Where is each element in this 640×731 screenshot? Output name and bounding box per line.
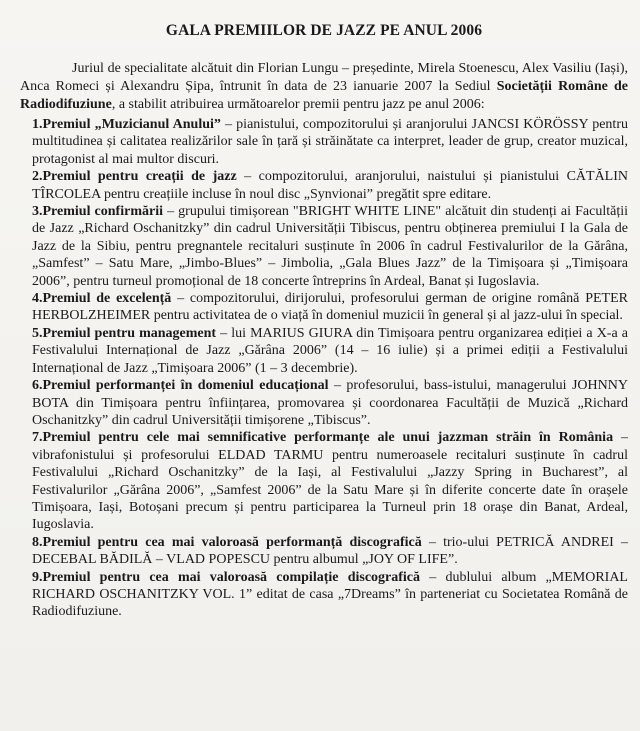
prize-item-7 <box>20 429 628 533</box>
prize-text: – vibrafonistului și profesorului ELDAD TARMU pentru numeroasele recitaluri susținute în cadrul Festivalului „Richard Oschanitzky” de la Iași, al Festivalului „Jazzy Spring in Bucharest”, al Festivalurilor „Gărâna 2006”, „Samfest 2006” de la Satu Mare și în diferite concerte date în orașele Timișoara, Iași, Botoșani precum și pentru participarea la Turneul prin 18 orașe din Banat, Ardeal, Iugoslavia. <box>32 430 628 533</box>
prize-heading: 9.Premiul pentru cea mai valoroasă compilație discografică <box>32 569 421 585</box>
prize-item-4 <box>20 290 628 325</box>
intro-bold-institution: Societății Române de Radiodifuziune <box>20 79 628 112</box>
page-title: GALA PREMIILOR DE JAZZ PE ANUL 2006 <box>165 22 483 39</box>
intro-text-2: , a stabilit atribuirea următoarelor premii pentru jazz pe anul 2006: <box>111 97 485 112</box>
prize-heading: 3.Premiul confirmării <box>32 204 163 220</box>
prize-heading: 8.Premiul pentru cea mai valoroasă performanță discografică <box>32 534 422 550</box>
prize-item-6 <box>20 377 628 429</box>
prize-text: – compozitorului, dirijorului, profesorului german de origine română PETER HERBOLZHEIMER pentru activitatea de o viață în domeniul muzicii în general și al jazz-ului în special. <box>32 291 628 324</box>
prize-item-8 <box>20 534 628 569</box>
prize-text: – compozitorului, aranjorului, naistului și pianistului CĂTĂLIN TÎRCOLEA pentru creațiile incluse în noul disc „Synvionai” pregătit spre editare. <box>32 169 629 202</box>
prize-heading: 7.Premiul pentru cele mai semnificative performanțe ale unui jazzman străin în România <box>32 430 614 446</box>
prize-item-1 <box>20 116 628 168</box>
prize-list <box>20 116 628 621</box>
prize-heading: 5.Premiul pentru management <box>32 325 217 341</box>
prize-text: – grupului timișorean "BRIGHT WHITE LINE" alcătuit din studenți ai Facultății de Jazz „Richard Oschanitzky” din cadrul Universității Tibiscus, pentru obținerea premiului I la Gala de Jazz de la Sibiu, pentru pregnantele recitaluri susținute în 2006 în cadrul Festivalurilor de la Gărâna, „Samfest” – Satu Mare, „Jimbo-Blues” – Jimbolia, „Gala Blues Jazz” de la Timișoara și „Timișoara 2006”, pentru turneul promoțional de 18 concerte întreprins în Ardeal, Banat și Iugoslavia. <box>32 204 628 289</box>
prize-text: – trio-ului PETRICĂ ANDREI – DECEBAL BĂDILĂ – VLAD POPESCU pentru albumul „JOY OF LIFE”. <box>32 534 628 568</box>
prize-heading: 4.Premiul de excelență <box>32 291 172 307</box>
prize-heading: 6.Premiul performanței în domeniul educațional <box>32 378 329 394</box>
intro-text-1: Juriul de specialitate alcătuit din Florian Lungu – președinte, Mirela Stoenescu, Alex Vasiliu (Iași), Anca Romeci și Alexandru Șipa, întrunit în data de 23 ianuarie 2007 la Sediul <box>20 61 628 94</box>
prize-text: – profesorului, bass-istului, managerului JOHNNY BOTA din Timișoara pentru înființarea, promovarea și coordonarea Facultății de Muzică „Richard Oschanitzky” din cadrul Universității timișorene „Tibiscus”. <box>32 378 628 428</box>
prize-item-9 <box>20 569 628 621</box>
prize-item-5 <box>20 325 628 377</box>
prize-item-3 <box>20 203 628 290</box>
prize-heading: 1.Premiul „Muzicianul Anului” <box>32 117 221 132</box>
intro-paragraph <box>20 60 628 114</box>
prize-text: – dublului album „MEMORIAL RICHARD OSCHANITZKY VOL. 1” editat de casa „7Dreams” în parteneriat cu Societatea Română de Radiodifuziune. <box>32 569 628 620</box>
prize-item-2 <box>20 168 628 203</box>
prize-text: – pianistului, compozitorului și aranjorului JANCSI KÖRÖSSY pentru multitudinea și calitatea realizărilor sale în țară și străinătate ca interpret, leader de grup, creator muzical, protagonist al mai multor discuri. <box>32 117 628 167</box>
prize-text: – lui MARIUS GIURA din Timișoara pentru organizarea ediției a X-a a Festivalului Internațional de Jazz „Gărâna 2006” (14 – 16 iulie) și a primei ediții a Festivalului Internațional de Jazz „Timișoara 2006” (1 – 3 decembrie). <box>32 325 628 376</box>
prize-heading: 2.Premiul pentru creații de jazz <box>32 169 237 185</box>
